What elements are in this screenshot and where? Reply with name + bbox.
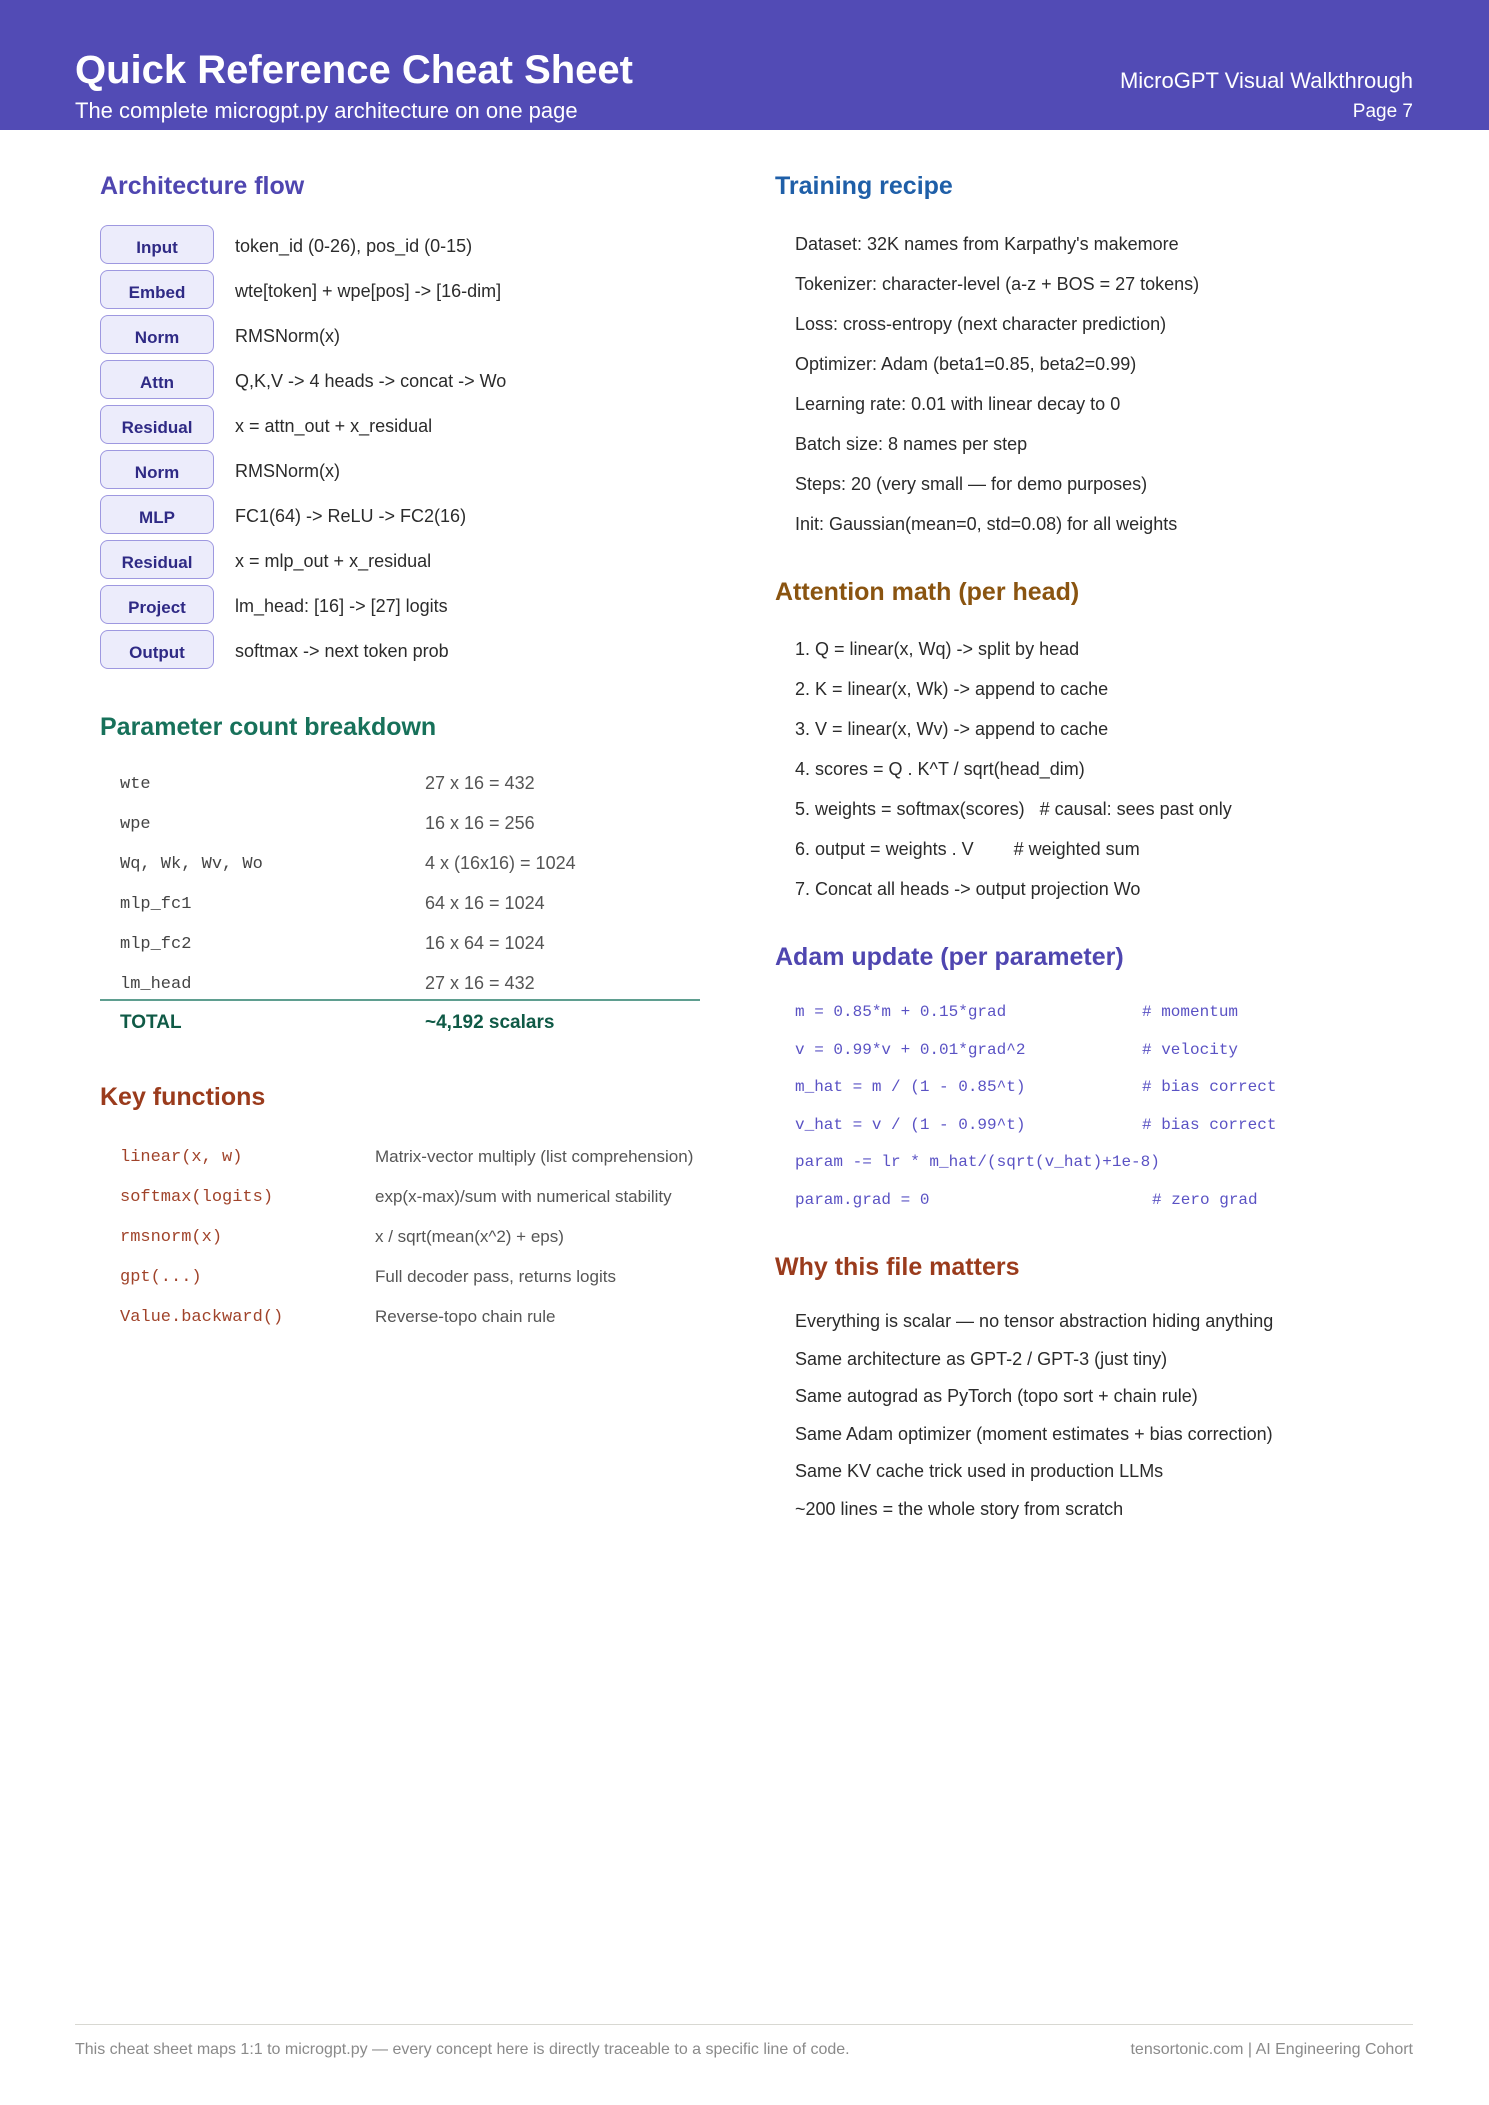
table-row (100, 812, 700, 852)
param-value: 27 x 16 = 432 (425, 973, 535, 993)
function-desc: x / sqrt(mean(x^2) + eps) (375, 1227, 564, 1246)
list-item: Same KV cache trick used in production LLMs (795, 1461, 1164, 1482)
section-title-attention-math: Attention math (per head) (775, 578, 1080, 606)
list-item: 7. Concat all heads -> output projection Wo (795, 879, 1141, 899)
list-item: 5. weights = softmax(scores) # causal: sees past only (795, 799, 1232, 819)
code-expr: v = 0.99*v + 0.01*grad^2 (795, 1040, 1026, 1059)
code-expr: v_hat = v / (1 - 0.99^t) (795, 1115, 1026, 1134)
list-item: Learning rate: 0.01 with linear decay to 0 (795, 394, 1121, 414)
function-desc: Matrix-vector multiply (list comprehension) (375, 1147, 694, 1166)
code-expr: param -= lr * m_hat/(sqrt(v_hat)+1e-8) (795, 1153, 1160, 1172)
function-name: gpt(...) (120, 1268, 202, 1287)
list-item: Loss: cross-entropy (next character prediction) (795, 314, 1167, 334)
list-item (100, 1306, 740, 1346)
list-item: 3. V = linear(x, Wv) -> append to cache (795, 719, 1109, 739)
footer-credit: tensortonic.com | AI Engineering Cohort (1130, 2041, 1413, 2058)
total-divider (100, 999, 700, 1001)
list-item: Same Adam optimizer (moment estimates + bias correction) (795, 1423, 1273, 1444)
table-row (100, 892, 700, 932)
code-expr: m_hat = m / (1 - 0.85^t) (795, 1078, 1026, 1097)
table-row (100, 932, 700, 972)
function-name: softmax(logits) (120, 1188, 274, 1207)
section-title-adam-update: Adam update (per parameter) (775, 943, 1124, 971)
flow-step-label: Norm (100, 315, 214, 354)
list-item: 1. Q = linear(x, Wq) -> split by head (795, 639, 1080, 659)
function-desc: Reverse-topo chain rule (375, 1307, 556, 1326)
flow-step-label: Attn (100, 360, 214, 399)
flow-step-label: MLP (100, 495, 214, 534)
list-item (100, 1226, 740, 1266)
flow-step-desc: softmax -> next token prob (235, 641, 449, 661)
list-item: Tokenizer: character-level (a-z + BOS = 27 tokens) (795, 274, 1200, 294)
list-item (100, 1266, 740, 1306)
flow-step-desc: token_id (0-26), pos_id (0-15) (235, 236, 473, 256)
list-item: Optimizer: Adam (beta1=0.85, beta2=0.99) (795, 354, 1137, 374)
flow-step-desc: wte[token] + wpe[pos] -> [16-dim] (235, 281, 502, 301)
section-title-parameter-count: Parameter count breakdown (100, 713, 437, 741)
list-item: Steps: 20 (very small — for demo purposes) (795, 474, 1148, 494)
function-desc: Full decoder pass, returns logits (375, 1267, 616, 1286)
function-desc: exp(x-max)/sum with numerical stability (375, 1187, 672, 1206)
attention-math-list (795, 640, 1232, 920)
param-name: wte (120, 775, 151, 794)
flow-step-label: Norm (100, 450, 214, 489)
code-comment: # velocity (1142, 1040, 1239, 1059)
flow-step-label: Residual (100, 405, 214, 444)
function-name: linear(x, w) (120, 1148, 243, 1167)
series-name: MicroGPT Visual Walkthrough (1119, 68, 1413, 93)
flow-step-label: Project (100, 585, 214, 624)
flow-step-desc: RMSNorm(x) (235, 326, 340, 346)
total-label: TOTAL (120, 1012, 182, 1033)
list-item: Init: Gaussian(mean=0, std=0.08) for all weights (795, 514, 1178, 534)
section-title-training-recipe: Training recipe (775, 172, 953, 200)
list-item: Same architecture as GPT-2 / GPT-3 (just tiny) (795, 1348, 1168, 1369)
param-value: 27 x 16 = 432 (425, 773, 535, 793)
table-row (100, 852, 700, 892)
flow-step-desc: FC1(64) -> ReLU -> FC2(16) (235, 506, 467, 526)
key-functions-list (100, 1146, 740, 1346)
param-name: lm_head (120, 975, 192, 994)
code-expr: m = 0.85*m + 0.15*grad (795, 1003, 1007, 1021)
list-item (100, 1186, 740, 1226)
footer-divider (75, 2024, 1413, 2025)
param-name: wpe (120, 815, 151, 834)
why-it-matters-list (795, 1312, 1273, 1538)
list-item (100, 1146, 740, 1186)
flow-step-label: Embed (100, 270, 214, 309)
code-comment: # bias correct (1142, 1115, 1277, 1134)
list-item: Same autograd as PyTorch (topo sort + chain rule) (795, 1386, 1198, 1407)
code-expr: param.grad = 0 (795, 1190, 930, 1209)
list-item: 2. K = linear(x, Wk) -> append to cache (795, 679, 1109, 699)
flow-step-desc: lm_head: [16] -> [27] logits (235, 596, 448, 616)
list-item: 6. output = weights . V # weighted sum (795, 839, 1140, 859)
function-name: rmsnorm(x) (120, 1228, 223, 1247)
param-value: 16 x 64 = 1024 (425, 933, 545, 953)
list-item: Dataset: 32K names from Karpathy's makemore (795, 234, 1179, 254)
flow-step-desc: RMSNorm(x) (235, 461, 340, 481)
code-comment: # momentum (1142, 1003, 1239, 1021)
function-name: Value.backward() (120, 1308, 284, 1327)
training-recipe-list (795, 235, 1199, 555)
list-item: Batch size: 8 names per step (795, 434, 1028, 454)
footer-note: This cheat sheet maps 1:1 to microgpt.py — every concept here is directly traceable to a specific line of code. (75, 2041, 850, 2058)
flow-step-label: Input (100, 225, 214, 264)
total-value: ~4,192 scalars (425, 1012, 555, 1033)
param-name: Wq, Wk, Wv, Wo (120, 855, 263, 874)
flow-step-label: Residual (100, 540, 214, 579)
section-title-architecture-flow: Architecture flow (100, 172, 305, 200)
code-comment: # zero grad (1152, 1190, 1258, 1209)
flow-step-desc: x = attn_out + x_residual (235, 416, 433, 436)
page-subtitle: The complete microgpt.py architecture on one page (75, 98, 578, 123)
table-row (100, 972, 700, 1012)
flow-step-desc: Q,K,V -> 4 heads -> concat -> Wo (235, 371, 507, 391)
section-title-why-it-matters: Why this file matters (775, 1253, 1020, 1281)
header-band (0, 0, 1489, 130)
section-title-key-functions: Key functions (100, 1083, 266, 1111)
flow-step-desc: x = mlp_out + x_residual (235, 551, 432, 571)
param-value: 64 x 16 = 1024 (425, 893, 545, 913)
list-item: 4. scores = Q . K^T / sqrt(head_dim) (795, 759, 1085, 779)
page-number: Page 7 (1352, 101, 1413, 122)
flow-step-label: Output (100, 630, 214, 669)
code-comment: # bias correct (1142, 1078, 1277, 1097)
parameter-count-table (100, 772, 700, 1012)
list-item: Everything is scalar — no tensor abstraction hiding anything (795, 1311, 1274, 1331)
table-row (100, 772, 700, 812)
param-name: mlp_fc1 (120, 895, 192, 914)
param-value: 16 x 16 = 256 (425, 813, 535, 833)
page-title: Quick Reference Cheat Sheet (75, 48, 633, 92)
param-name: mlp_fc2 (120, 935, 192, 954)
param-value: 4 x (16x16) = 1024 (425, 853, 576, 873)
list-item: ~200 lines = the whole story from scratch (795, 1498, 1124, 1519)
